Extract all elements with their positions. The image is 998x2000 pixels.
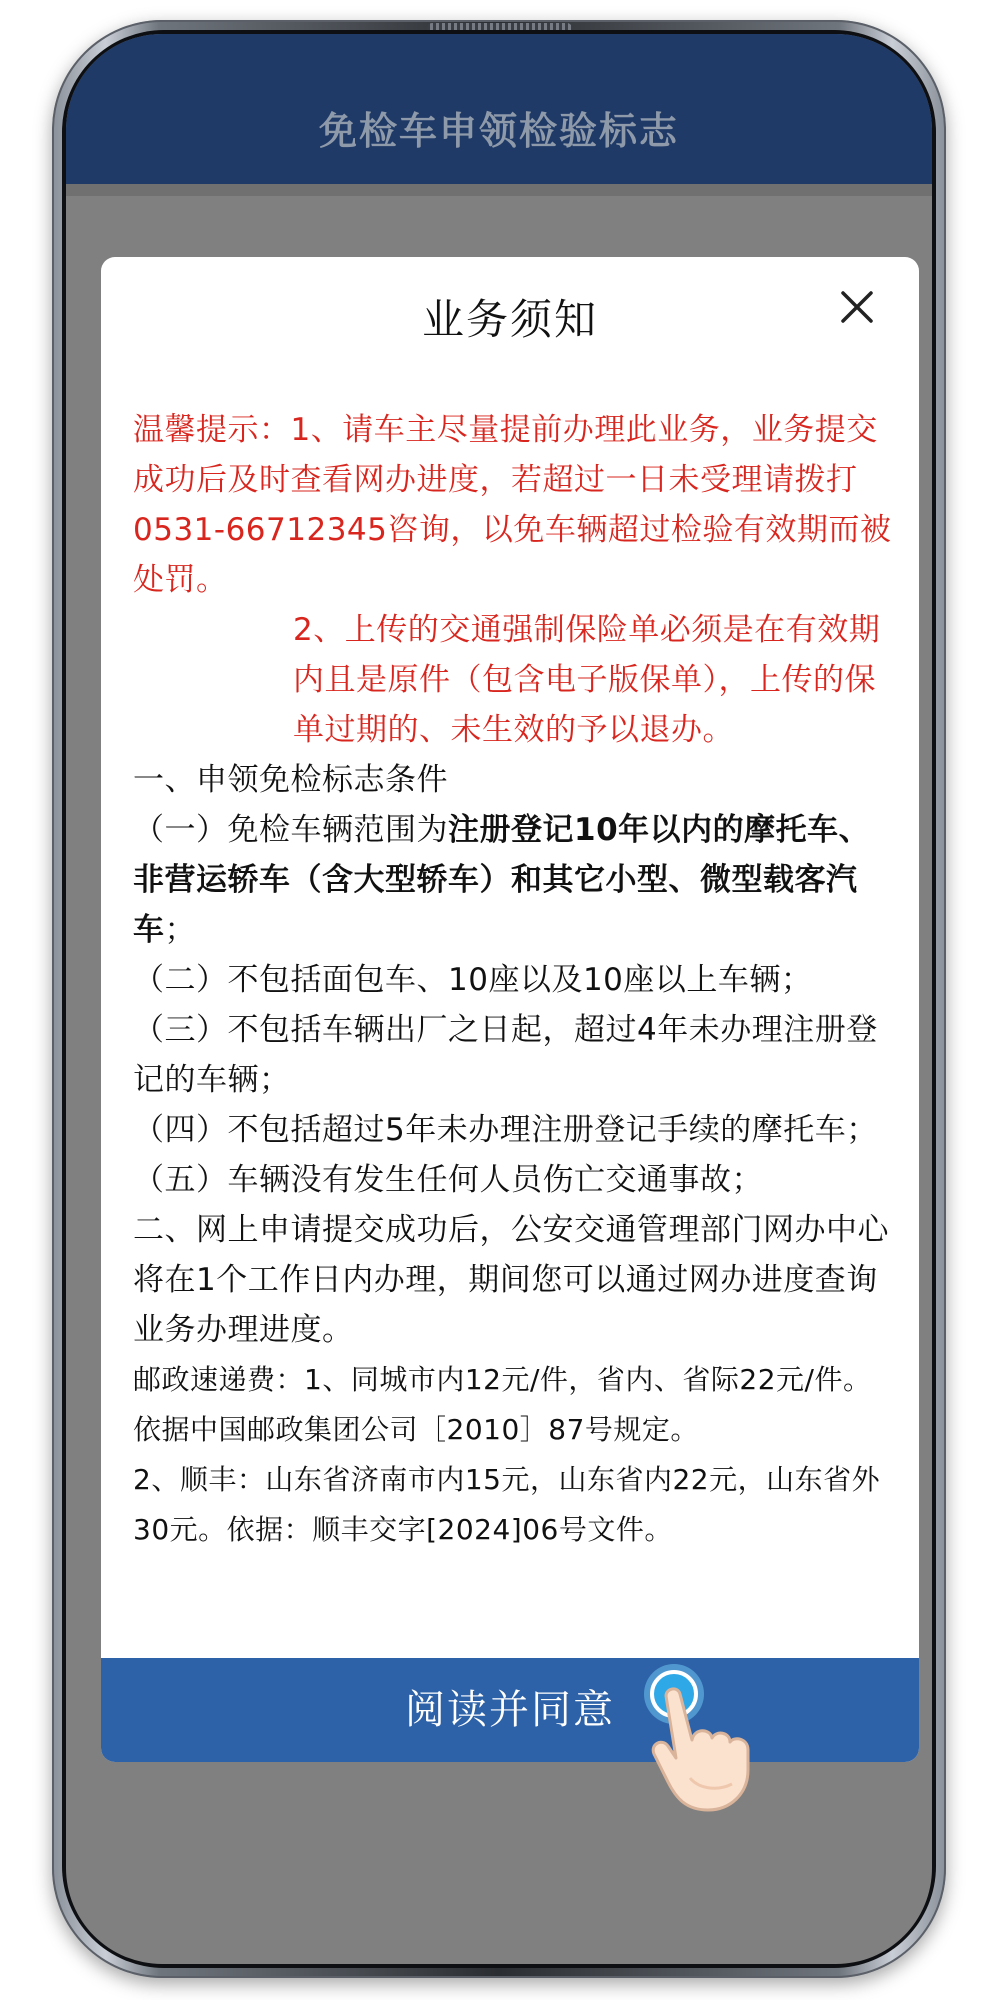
read-and-agree-button[interactable]: 阅读并同意 [101, 1658, 919, 1762]
section1-title: 一、申领免检标志条件 [133, 762, 448, 798]
postal-fee-2: 2、顺丰：山东省济南市内15元，山东省内22元，山东省外30元。依据：顺丰交字[2024]06号文件。 [133, 1463, 881, 1546]
condition-item-1 [133, 805, 895, 955]
postal-fee-1: 邮政速递费：1、同城市内12元/件，省内、省际22元/件。依据中国邮政集团公司［2010］87号规定。 [133, 1363, 872, 1446]
app-header [66, 34, 932, 184]
tap-hand-icon [620, 1648, 780, 1818]
close-icon [835, 285, 879, 329]
condition-item-3: （三）不包括车辆出厂之日起，超过4年未办理注册登记的车辆； [133, 1012, 878, 1098]
condition-item-5: （五）车辆没有发生任何人员伤亡交通事故； [133, 1162, 763, 1198]
phone-bezel [62, 30, 936, 1968]
notice-content [133, 405, 895, 1555]
condition-item-1-prefix: （一）免检车辆范围为 [133, 812, 448, 848]
condition-item-2: （二）不包括面包车、10座以及10座以上车辆； [133, 962, 813, 998]
warning-text-1: 温馨提示：1、请车主尽量提前办理此业务，业务提交成功后及时查看网办进度，若超过一日未受理请拨打0531-66712345咨询，以免车辆超过检验有效期而被处罚。 [133, 412, 892, 598]
background-bar [66, 184, 932, 196]
screen [66, 34, 932, 1964]
condition-item-1-suffix: ； [164, 912, 196, 948]
warning-text-2: 2、上传的交通强制保险单必须是在有效期内且是原件（包含电子版保单），上传的保单过期的、未生效的予以退办。 [293, 612, 881, 748]
condition-item-4: （四）不包括超过5年未办理注册登记手续的摩托车； [133, 1112, 878, 1148]
phone-frame [52, 20, 946, 1978]
dialog-title: 业务须知 [421, 295, 598, 344]
close-button[interactable] [835, 285, 879, 329]
notice-dialog [101, 257, 919, 1762]
page-title: 免检车申领检验标志 [318, 109, 679, 153]
section2-text: 二、网上申请提交成功后，公安交通管理部门网办中心将在1个工作日内办理，期间您可以通过网办进度查询业务办理进度。 [133, 1212, 889, 1348]
condition-item-1-bold: 注册登记10年以内的摩托车、非营运轿车（含大型轿车）和其它小型、微型载客汽车 [133, 812, 871, 948]
